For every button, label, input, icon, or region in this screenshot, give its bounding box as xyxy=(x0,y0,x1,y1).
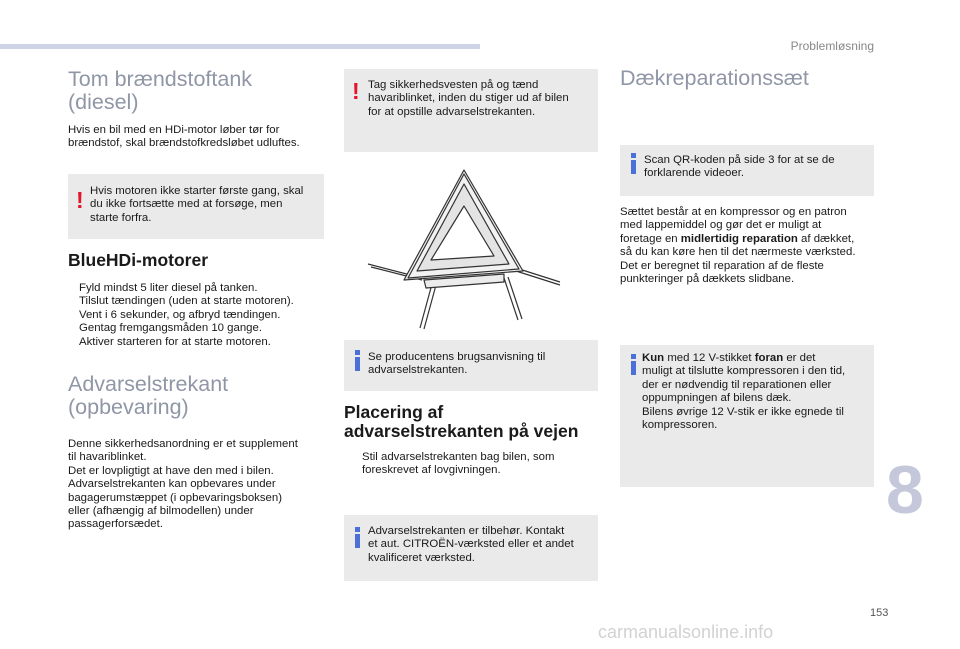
list-item: Vent i 6 sekunder, og afbryd tændingen. xyxy=(79,308,281,321)
kit-description: Sættet består at en kompressor og en patron med lappemiddel og gør det er muligt at foretage en midlertidig reparation af dækket, så du kan køre hen til det nærmeste værksted. Det er beregnet til reparation af de fleste punkteringer på dækkets slidbane. xyxy=(620,206,856,286)
qr-info-text: Scan QR-koden på side 3 for at se de forklarende videoer. xyxy=(644,154,835,180)
warning-triangle-storage-title: Advarselstrekant (opbevaring) xyxy=(68,372,229,419)
info-icon xyxy=(631,354,636,375)
warning-icon: ! xyxy=(76,187,84,213)
empty-tank-intro: Hvis en bil med en HDi-motor løber tør for brændstof, skal brændstofkredsløbet udluftes. xyxy=(68,124,300,150)
info-icon xyxy=(355,350,360,371)
manual-info-box xyxy=(344,340,598,391)
qr-info-box xyxy=(620,145,874,196)
list-item: Aktiver starteren for at starte motoren. xyxy=(79,335,271,348)
warning-triangle-illustration xyxy=(364,160,582,332)
list-item: Gentag fremgangsmåden 10 gange. xyxy=(79,322,263,335)
placement-title: Placering af advarselstrekanten på vejen xyxy=(344,402,579,441)
info-icon xyxy=(355,527,360,548)
page-number: 153 xyxy=(870,607,889,619)
manual-info-text: Se producentens brugsanvisning til advarselstrekanten. xyxy=(368,351,546,377)
socket-info-text: Kun med 12 V-stikket foran er det muligt at tilslutte kompressoren i den tid, der er nødvendig til reparationen eller oppumpningen af bilens dæk. Bilens øvrige 12 V-stik er ikke egnede til kompressoren. xyxy=(642,352,846,432)
warning-box xyxy=(68,174,324,239)
accessory-info-text: Advarselstrekanten er tilbehør. Kontakt et aut. CITROËN-værksted eller et andet kvalificeret værksted. xyxy=(368,525,574,564)
empty-tank-title: Tom brændstoftank (diesel) xyxy=(68,67,253,114)
info-icon xyxy=(631,153,636,174)
warning-triangle-storage-text: Denne sikkerhedsanordning er et supplement til havariblinket. Det er lovpligtigt at have den med i bilen. Advarselstrekanten kan opbevares under bagagerumstæppet (i opbevaringsboksen) eller (afhængig af bilmodellen) under passagerforsædet. xyxy=(68,438,298,531)
tire-repair-kit-title: Dækreparationssæt xyxy=(620,66,809,90)
list-item: Stil advarselstrekanten bag bilen, som foreskrevet af lovgivningen. xyxy=(362,451,555,477)
accessory-info-box xyxy=(344,515,598,581)
section-title: Problemløsning xyxy=(790,39,874,53)
warning-text: Hvis motoren ikke starter første gang, skal du ikke fortsætte med at forsøge, men starte forfra. xyxy=(90,185,304,224)
socket-info-box xyxy=(620,345,874,487)
header-bar xyxy=(0,44,480,49)
vest-warning-text: Tag sikkerhedsvesten på og tænd havariblinket, inden du stiger ud af bilen for at opstille advarselstrekanten. xyxy=(368,79,569,118)
bluehdi-steps xyxy=(68,282,324,349)
placement-steps xyxy=(344,451,598,478)
chapter-number: 8 xyxy=(886,452,924,528)
list-item: Fyld mindst 5 liter diesel på tanken. xyxy=(79,282,258,294)
bluehdi-title: BlueHDi-motorer xyxy=(68,250,209,270)
list-item: Tilslut tændingen (uden at starte motoren). xyxy=(79,295,294,308)
watermark: carmanualsonline.info xyxy=(598,622,774,642)
vest-warning-box xyxy=(344,69,598,152)
warning-icon: ! xyxy=(352,78,360,104)
